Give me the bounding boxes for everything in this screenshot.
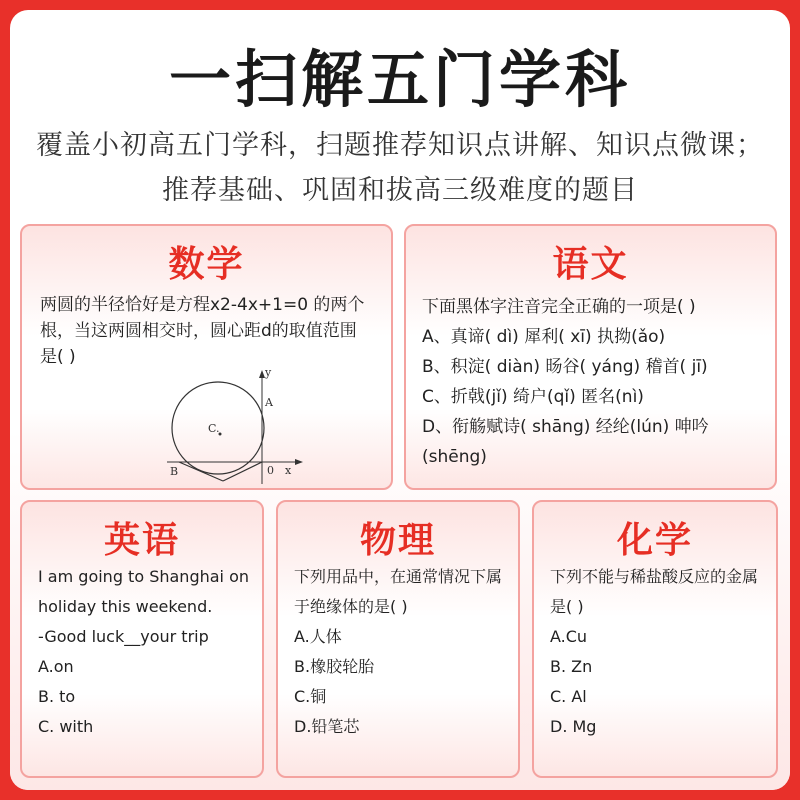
chemistry-option-c: C. Al: [550, 687, 587, 706]
card-chemistry: [532, 500, 778, 778]
diagram-label-origin: 0: [267, 464, 274, 477]
card-physics: [276, 500, 520, 778]
card-chinese: [404, 224, 777, 490]
physics-option-d: D.铅笔芯: [294, 717, 360, 736]
card-title-chinese: 语文: [552, 244, 629, 285]
circle-diagram: [167, 366, 317, 490]
main-panel: [10, 10, 790, 790]
card-english: [20, 500, 264, 778]
diagram-label-y: y: [265, 366, 272, 379]
subtitle-line-2: 推荐基础、巩固和拔高三级难度的题目: [162, 175, 638, 206]
english-question: I am going to Shanghai on holiday this weekend.: [38, 567, 250, 616]
card-title-chemistry: 化学: [616, 520, 693, 561]
chemistry-option-b: B. Zn: [550, 657, 593, 676]
english-option-b: B. to: [38, 687, 76, 706]
diagram-label-a: A: [265, 396, 273, 409]
card-title-english: 英语: [103, 520, 180, 561]
diagram-label-x: x: [285, 464, 292, 477]
card-title-physics: 物理: [359, 520, 436, 561]
physics-option-b: B.橡胶轮胎: [294, 657, 375, 676]
chinese-option-b: B、积淀( diàn) 旸谷( yáng) 稽首( jī): [422, 357, 708, 377]
physics-question-block: [294, 562, 506, 742]
chemistry-question-block: [550, 562, 764, 742]
chemistry-question: 下列不能与稀盐酸反应的金属是( ): [550, 567, 759, 616]
card-math: [20, 224, 393, 490]
english-prompt: -Good luck__your trip: [38, 627, 209, 646]
chemistry-option-d: D. Mg: [550, 717, 597, 736]
physics-option-c: C.铜: [294, 687, 327, 706]
chinese-question: 下面黑体字注音完全正确的一项是( ): [422, 297, 696, 317]
page-title: 一扫解五门学科: [168, 43, 631, 116]
chinese-question-block: [422, 292, 759, 472]
chinese-option-a: A、真谛( dì) 犀利( xī) 执拗(ǎo): [422, 327, 666, 347]
diagram-label-b: B: [170, 465, 179, 478]
diagram-label-m: [219, 486, 230, 490]
math-question: 两圆的半径恰好是方程x2-4x+1=0 的两个根，当这两圆相交时，圆心距d的取值范围是( ): [40, 295, 365, 367]
chinese-option-c: C、折戟(jǐ) 绮户(qǐ) 匿名(nì): [422, 387, 644, 407]
chinese-option-d: D、衔觞赋诗( shāng) 经纶(lún) 呻吟(shēng): [422, 417, 709, 467]
english-question-block: [38, 562, 250, 742]
physics-question: 下列用品中，在通常情况下属于绝缘体的是( ): [294, 567, 503, 616]
physics-option-a: A.人体: [294, 627, 342, 646]
diagram-label-c: C.: [208, 422, 220, 435]
subtitle-line-1: 覆盖小初高五门学科，扫题推荐知识点讲解、知识点微课；: [36, 130, 764, 161]
chemistry-option-a: A.Cu: [550, 627, 588, 646]
english-option-c: C. with: [38, 717, 94, 736]
english-option-a: A.on: [38, 657, 74, 676]
card-title-math: 数学: [168, 244, 245, 285]
